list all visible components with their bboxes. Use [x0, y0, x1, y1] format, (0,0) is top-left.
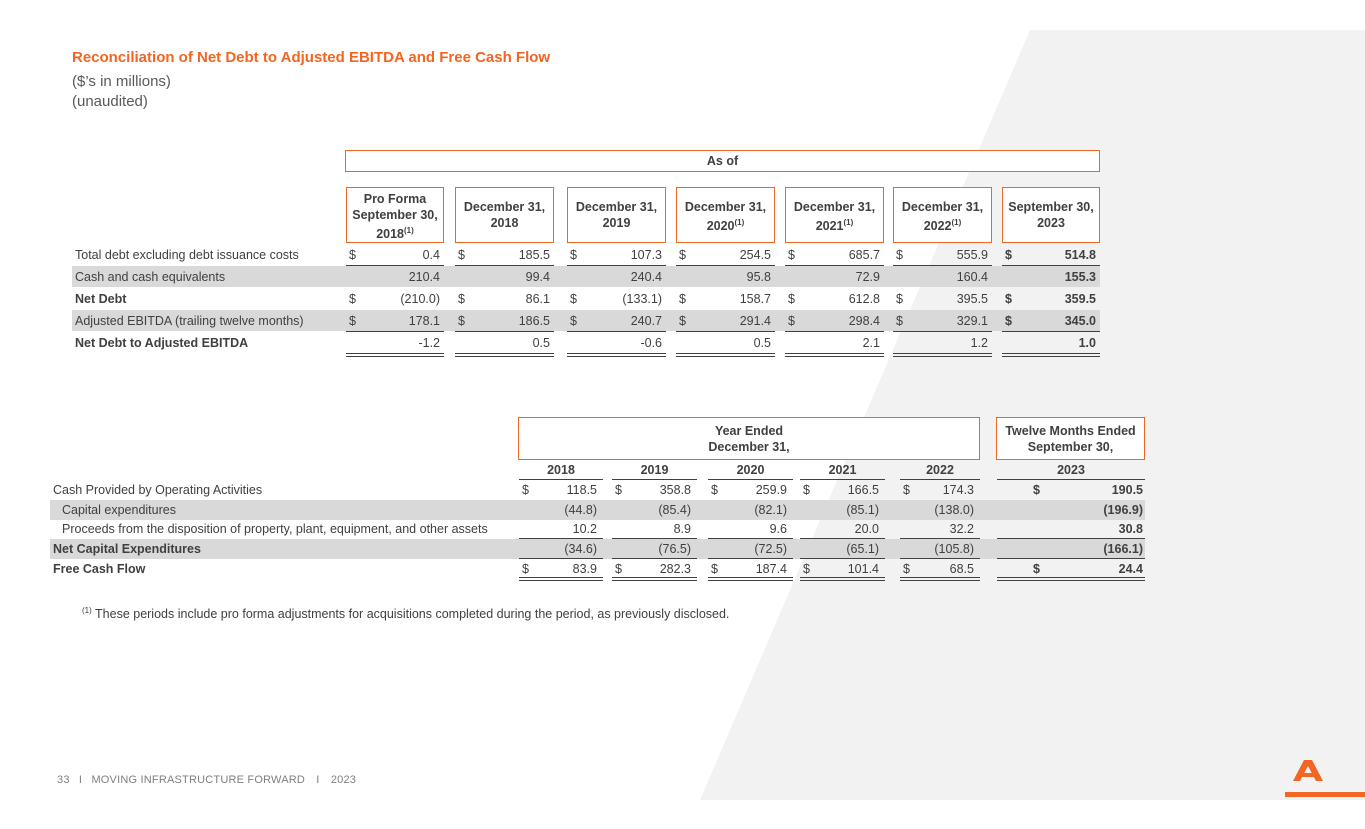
year-ended-header — [519, 423, 979, 455]
currency-symbol: $ — [615, 483, 622, 497]
table-cell: 8.9 — [673, 522, 691, 536]
table-cell: 0.5 — [532, 336, 550, 350]
double-underline — [893, 353, 992, 357]
row-label: Cash Provided by Operating Activities — [53, 483, 263, 497]
table-cell: (196.9) — [1103, 503, 1143, 517]
table-cell: (65.1) — [846, 542, 879, 556]
underline — [785, 265, 884, 266]
column-header-box — [893, 187, 992, 243]
table-cell: 190.5 — [1111, 483, 1143, 497]
column-header — [677, 199, 774, 234]
table-cell: 210.4 — [408, 270, 440, 284]
page-number: 33 — [57, 774, 70, 786]
table-cell: (85.1) — [846, 503, 879, 517]
currency-symbol: $ — [349, 314, 356, 328]
currency-symbol: $ — [896, 292, 903, 306]
currency-symbol: $ — [803, 483, 810, 497]
double-underline — [676, 353, 775, 357]
table-cell: 612.8 — [848, 292, 880, 306]
table-cell: 187.4 — [755, 562, 787, 576]
table-cell: 9.6 — [769, 522, 787, 536]
table-cell: 10.2 — [572, 522, 597, 536]
row-label: Net Debt — [75, 292, 127, 306]
row-label: Adjusted EBITDA (trailing twelve months) — [75, 314, 304, 328]
column-header-line2: September 30, — [1008, 200, 1094, 214]
column-header-line2: December 31, — [901, 200, 984, 214]
currency-symbol: $ — [458, 314, 465, 328]
column-header-box — [676, 187, 775, 243]
column-header-line3 — [1003, 215, 1099, 231]
column-header — [347, 191, 443, 242]
table-cell: (72.5) — [754, 542, 787, 556]
year-header: 2023 — [1057, 463, 1085, 477]
year-ended-header-box — [518, 417, 980, 460]
column-header-box — [785, 187, 884, 243]
underline — [455, 331, 554, 332]
table-cell: 24.4 — [1118, 562, 1143, 576]
column-header-footnote-marker: (1) — [951, 218, 962, 227]
table-cell: 345.0 — [1064, 314, 1096, 328]
table-cell: (34.6) — [564, 542, 597, 556]
table-cell: 259.9 — [755, 483, 787, 497]
currency-symbol: $ — [570, 248, 577, 262]
column-header — [786, 199, 883, 234]
table-cell: 555.9 — [956, 248, 988, 262]
double-underline — [567, 353, 666, 357]
table-cell: 68.5 — [949, 562, 974, 576]
table-cell: 685.7 — [848, 248, 880, 262]
year-header: 2022 — [926, 463, 954, 477]
footer-separator: I — [78, 774, 83, 786]
currency-symbol: $ — [679, 314, 686, 328]
table-cell: 291.4 — [739, 314, 771, 328]
currency-symbol: $ — [349, 248, 356, 262]
table-cell: (44.8) — [564, 503, 597, 517]
row-band — [50, 500, 1145, 520]
year-ended-line2: December 31, — [708, 440, 790, 454]
page-title: Reconciliation of Net Debt to Adjusted EBITDA and Free Cash Flow — [72, 49, 551, 66]
table-cell: 30.8 — [1118, 522, 1143, 536]
table-cell: 160.4 — [956, 270, 988, 284]
underline — [346, 331, 444, 332]
table-cell: 178.1 — [408, 314, 440, 328]
table-cell: (210.0) — [400, 292, 440, 306]
table-cell: 101.4 — [847, 562, 879, 576]
currency-symbol: $ — [458, 248, 465, 262]
currency-symbol: $ — [1033, 562, 1040, 576]
table-cell: 95.8 — [746, 270, 771, 284]
table-cell: 1.0 — [1078, 336, 1096, 350]
table-cell: 298.4 — [848, 314, 880, 328]
table-cell: (76.5) — [658, 542, 691, 556]
column-header — [568, 199, 665, 231]
currency-symbol: $ — [615, 562, 622, 576]
underline — [1002, 331, 1100, 332]
table-cell: (85.4) — [658, 503, 691, 517]
column-header-line3 — [786, 215, 883, 234]
column-header-box — [567, 187, 666, 243]
footnote-marker: (1) — [82, 606, 92, 615]
column-header-box — [1002, 187, 1100, 243]
table-cell: (166.1) — [1103, 542, 1143, 556]
table-cell: 166.5 — [847, 483, 879, 497]
column-header-year: 2023 — [1037, 216, 1065, 230]
table-cell: 86.1 — [525, 292, 550, 306]
currency-symbol: $ — [896, 314, 903, 328]
currency-symbol: $ — [803, 562, 810, 576]
double-underline — [900, 577, 980, 581]
table-cell: 254.5 — [739, 248, 771, 262]
row-label: Free Cash Flow — [53, 562, 146, 576]
table-cell: 186.5 — [518, 314, 550, 328]
table-cell: 1.2 — [970, 336, 988, 350]
table-cell: 240.4 — [630, 270, 662, 284]
underline — [1002, 265, 1100, 266]
table-cell: 514.8 — [1064, 248, 1096, 262]
column-header-line2: December 31, — [575, 200, 658, 214]
table-cell: 99.4 — [525, 270, 550, 284]
subtitle-units: ($’s in millions) — [72, 73, 171, 90]
underline — [676, 331, 775, 332]
row-band — [50, 539, 1145, 559]
row-label: Capital expenditures — [62, 503, 176, 517]
table-cell: (105.8) — [934, 542, 974, 556]
company-logo — [1285, 757, 1365, 799]
table-cell: 158.7 — [739, 292, 771, 306]
as-of-header-box — [345, 150, 1100, 172]
double-underline — [346, 353, 444, 357]
year-header: 2018 — [547, 463, 575, 477]
column-header-box — [455, 187, 554, 243]
underline — [893, 331, 992, 332]
table-cell: (82.1) — [754, 503, 787, 517]
column-header — [456, 199, 553, 231]
currency-symbol: $ — [788, 314, 795, 328]
underline — [346, 265, 444, 266]
table-cell: 32.2 — [949, 522, 974, 536]
currency-symbol: $ — [522, 483, 529, 497]
column-header-line2: December 31, — [463, 200, 546, 214]
column-header-year: 2022 — [923, 219, 952, 234]
table-cell: 20.0 — [854, 522, 879, 536]
column-header — [1003, 199, 1099, 231]
table-cell: 329.1 — [956, 314, 988, 328]
double-underline — [800, 577, 885, 581]
row-label: Net Capital Expenditures — [53, 542, 201, 556]
column-header-line2: December 31, — [793, 200, 876, 214]
double-underline — [1002, 353, 1100, 357]
currency-symbol: $ — [711, 562, 718, 576]
table-cell: 107.3 — [630, 248, 662, 262]
currency-symbol: $ — [570, 292, 577, 306]
row-label: Net Debt to Adjusted EBITDA — [75, 336, 249, 350]
footnote-text: These periods include pro forma adjustments for acquisitions completed during the period, as previously disclosed. — [95, 607, 730, 622]
column-header-line1: Pro Forma — [363, 192, 427, 206]
row-label: Total debt excluding debt issuance costs — [75, 248, 299, 262]
column-header-line3 — [456, 215, 553, 231]
underline — [676, 265, 775, 266]
column-header-line3 — [568, 215, 665, 231]
column-header-box — [346, 187, 444, 243]
twelve-months-line2: September 30, — [1027, 440, 1114, 454]
currency-symbol: $ — [788, 248, 795, 262]
column-header-year: 2018 — [376, 227, 405, 242]
twelve-months-header — [997, 423, 1144, 455]
row-label: Cash and cash equivalents — [75, 270, 226, 284]
currency-symbol: $ — [903, 483, 910, 497]
currency-symbol: $ — [1005, 248, 1012, 262]
column-header-year: 2019 — [602, 216, 631, 230]
table-cell: 0.4 — [422, 248, 440, 262]
currency-symbol: $ — [788, 292, 795, 306]
currency-symbol: $ — [896, 248, 903, 262]
column-header-footnote-marker: (1) — [843, 218, 854, 227]
double-underline — [997, 577, 1145, 581]
year-header: 2019 — [640, 463, 669, 477]
currency-symbol: $ — [1005, 314, 1012, 328]
underline — [785, 331, 884, 332]
table-cell: 240.7 — [630, 314, 662, 328]
double-underline — [708, 577, 793, 581]
table-cell: 185.5 — [518, 248, 550, 262]
currency-symbol: $ — [522, 562, 529, 576]
column-header-year: 2020 — [706, 219, 735, 234]
underline — [893, 265, 992, 266]
column-header-footnote-marker: (1) — [404, 226, 414, 235]
double-underline — [455, 353, 554, 357]
currency-symbol: $ — [458, 292, 465, 306]
column-header-line2: December 31, — [684, 200, 767, 214]
column-header-line2: September 30, — [352, 208, 438, 222]
currency-symbol: $ — [903, 562, 910, 576]
table-cell: 174.3 — [942, 483, 974, 497]
column-header-footnote-marker: (1) — [734, 218, 745, 227]
table-cell: 358.8 — [659, 483, 691, 497]
table-cell: 118.5 — [566, 483, 597, 497]
page-subtitle — [72, 72, 171, 112]
table-cell: 395.5 — [956, 292, 988, 306]
table-cell: 155.3 — [1064, 270, 1096, 284]
page-footer — [57, 774, 356, 786]
column-header — [894, 199, 991, 234]
currency-symbol: $ — [349, 292, 356, 306]
column-header-line3 — [894, 215, 991, 234]
table-cell: -0.6 — [640, 336, 662, 350]
year-ended-line1: Year Ended — [714, 424, 784, 438]
currency-symbol: $ — [679, 292, 686, 306]
table-cell: -1.2 — [418, 336, 440, 350]
underline — [455, 265, 554, 266]
double-underline — [519, 577, 603, 581]
table-cell: 72.9 — [855, 270, 880, 284]
subtitle-unaudited: (unaudited) — [72, 93, 148, 110]
footer-year: 2023 — [330, 774, 357, 786]
underline — [567, 265, 666, 266]
double-underline — [785, 353, 884, 357]
twelve-months-line1: Twelve Months Ended — [1005, 424, 1136, 438]
year-header: 2020 — [736, 463, 765, 477]
table-cell: 83.9 — [572, 562, 597, 576]
column-header-year: 2021 — [815, 219, 844, 234]
footer-separator: I — [316, 774, 320, 786]
underline — [567, 331, 666, 332]
table-cell: (138.0) — [934, 503, 974, 517]
currency-symbol: $ — [679, 248, 686, 262]
twelve-months-header-box — [996, 417, 1145, 460]
double-underline — [612, 577, 697, 581]
row-label: Proceeds from the disposition of property, plant, equipment, and other assets — [62, 522, 488, 536]
currency-symbol: $ — [570, 314, 577, 328]
footnote — [82, 606, 729, 621]
column-header-line3 — [677, 215, 774, 234]
footer-text: MOVING INFRASTRUCTURE FORWARD — [91, 774, 306, 786]
column-header-year: 2018 — [490, 216, 519, 230]
currency-symbol: $ — [1033, 483, 1040, 497]
table-cell: (133.1) — [622, 292, 662, 306]
currency-symbol: $ — [711, 483, 718, 497]
table-cell: 2.1 — [862, 336, 880, 350]
table-cell: 359.5 — [1064, 292, 1096, 306]
table-cell: 282.3 — [659, 562, 691, 576]
as-of-header: As of — [706, 154, 739, 168]
column-header-line3 — [347, 223, 443, 242]
currency-symbol: $ — [1005, 292, 1012, 306]
table-cell: 0.5 — [753, 336, 771, 350]
year-header: 2021 — [828, 463, 857, 477]
